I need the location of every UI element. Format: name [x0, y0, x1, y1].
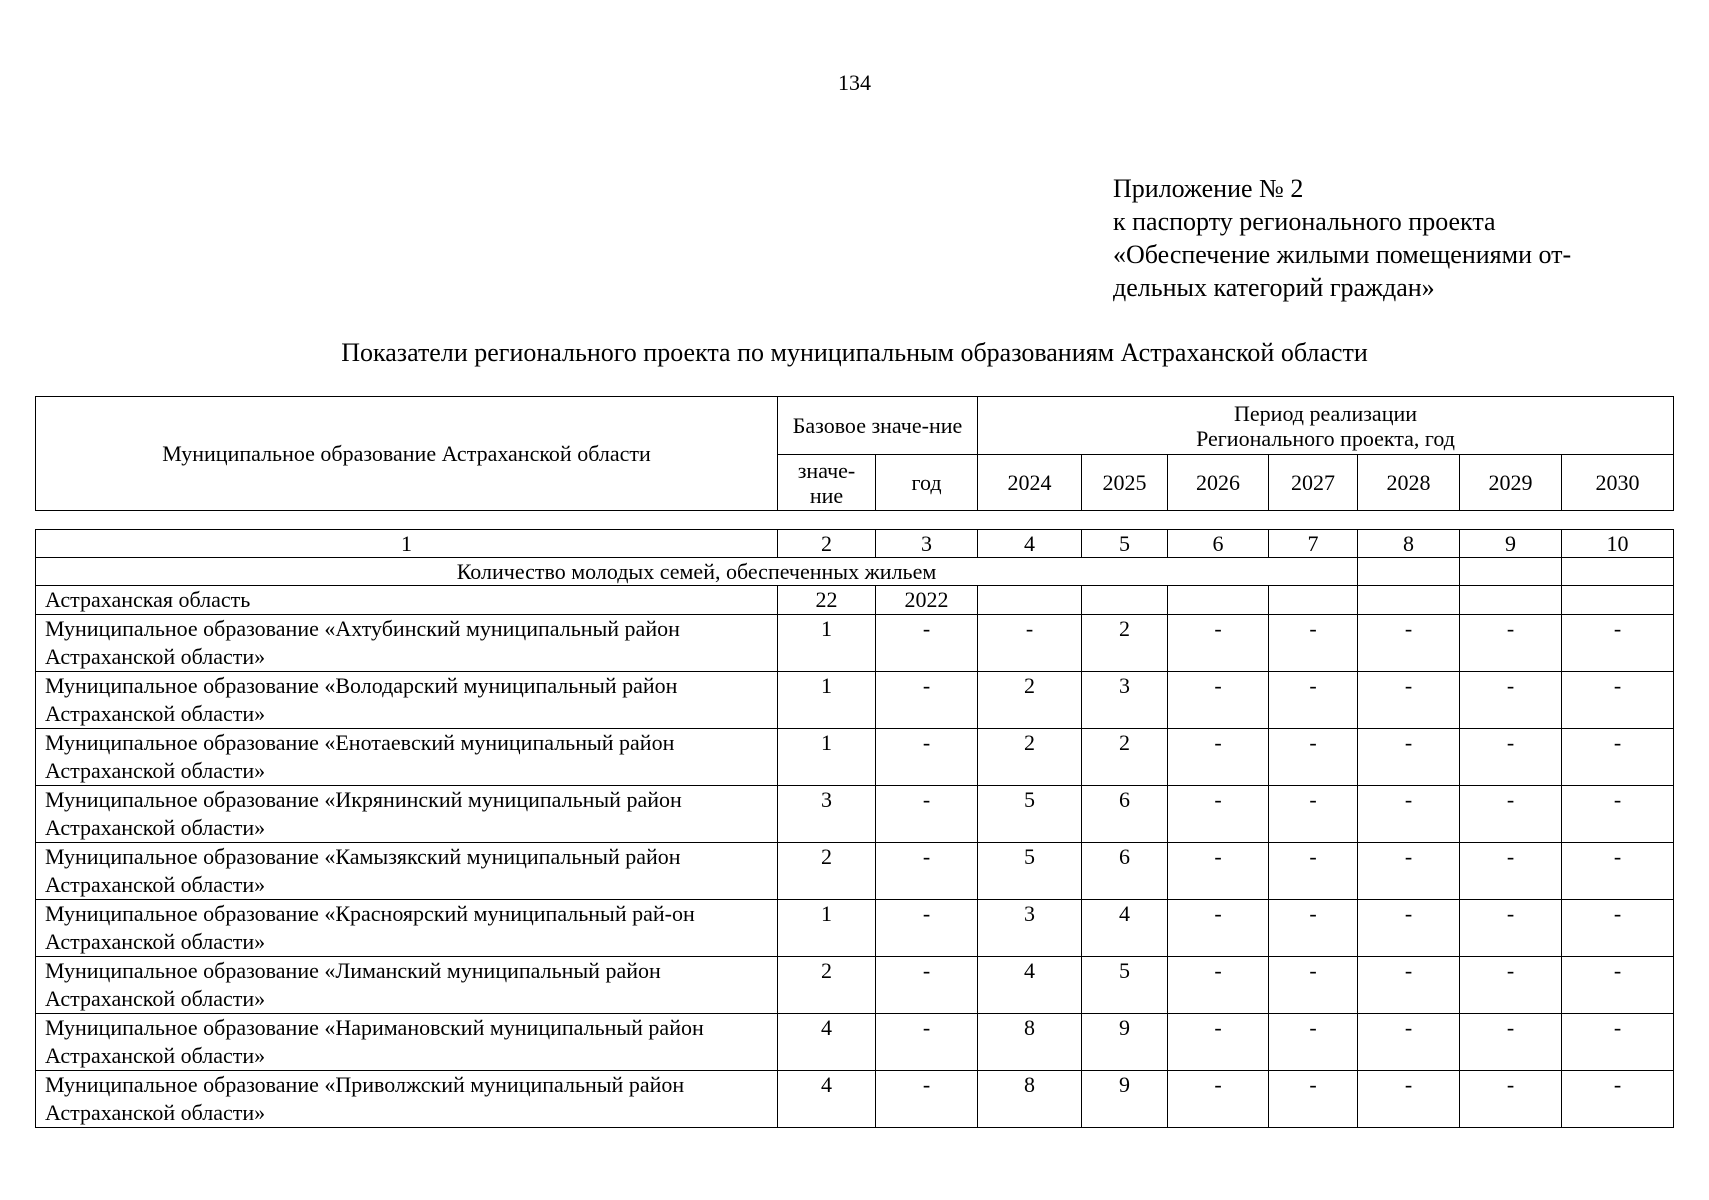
table-cell: -	[1269, 957, 1358, 1014]
header-year: 2027	[1269, 455, 1358, 511]
table-cell: -	[1168, 672, 1269, 729]
municipality-name: Муниципальное образование «Енотаевский муниципальный район Астраханской области»	[36, 729, 778, 786]
table-cell: -	[1562, 615, 1674, 672]
table-row	[36, 900, 1674, 957]
table-row	[36, 786, 1674, 843]
table-cell: -	[876, 1014, 978, 1071]
column-number: 7	[1269, 530, 1358, 558]
table-cell: -	[876, 1071, 978, 1128]
table-cell: 2	[778, 957, 876, 1014]
table-cell: -	[1168, 729, 1269, 786]
municipality-name: Муниципальное образование «Икрянинский муниципальный район Астраханской области»	[36, 786, 778, 843]
table-cell	[1562, 558, 1674, 586]
table-header	[35, 396, 1674, 511]
municipality-name: Муниципальное образование «Наримановский муниципальный район Астраханской области»	[36, 1014, 778, 1071]
appendix-line: «Обеспечение жилыми помещениями от-	[1113, 240, 1572, 269]
table-cell: 3	[978, 900, 1082, 957]
table-cell: -	[876, 786, 978, 843]
table-cell: 1	[778, 672, 876, 729]
table-cell: -	[1562, 729, 1674, 786]
table-cell: -	[1269, 1014, 1358, 1071]
table-cell: 2	[778, 843, 876, 900]
table-row	[36, 1014, 1674, 1071]
table-cell: 2	[978, 729, 1082, 786]
table-cell: -	[1168, 1014, 1269, 1071]
table-cell: 6	[1082, 843, 1168, 900]
table-row	[36, 672, 1674, 729]
table-cell: -	[1269, 729, 1358, 786]
table-cell: -	[1358, 615, 1460, 672]
document-title: Показатели регионального проекта по муниципальным образованиям Астраханской области	[341, 338, 1368, 367]
table-cell: -	[1562, 1071, 1674, 1128]
table-cell: 5	[978, 843, 1082, 900]
header-year: 2025	[1082, 455, 1168, 511]
table-cell: -	[1358, 672, 1460, 729]
header-year: 2024	[978, 455, 1082, 511]
municipality-name: Муниципальное образование «Ахтубинский муниципальный район Астраханской области»	[36, 615, 778, 672]
table-row	[36, 729, 1674, 786]
table-body	[36, 530, 1674, 1128]
table-cell: 8	[978, 1014, 1082, 1071]
table-cell: -	[1269, 900, 1358, 957]
table-cell: -	[1358, 1071, 1460, 1128]
table-cell: -	[1358, 957, 1460, 1014]
appendix-line: к паспорту регионального проекта	[1113, 207, 1496, 236]
table-row	[36, 843, 1674, 900]
page-number: 134	[838, 70, 871, 95]
table-cell	[1358, 558, 1460, 586]
header-period-group	[978, 397, 1674, 455]
table-cell: 2	[978, 672, 1082, 729]
appendix-line: Приложение № 2	[1113, 174, 1304, 203]
table-cell: 4	[978, 957, 1082, 1014]
header-period-line: Регионального проекта, год	[1196, 425, 1455, 451]
column-number: 6	[1168, 530, 1269, 558]
column-number: 8	[1358, 530, 1460, 558]
table-cell: -	[1168, 786, 1269, 843]
header-base-year: год	[876, 455, 978, 511]
table-cell: 2	[1082, 729, 1168, 786]
table-cell: -	[1168, 900, 1269, 957]
table-cell: -	[1358, 843, 1460, 900]
table-cell: -	[1460, 672, 1562, 729]
table-cell: 4	[1082, 900, 1168, 957]
table-cell: -	[1562, 843, 1674, 900]
region-name: Астраханская область	[36, 586, 778, 615]
table-cell	[978, 586, 1082, 615]
table-cell: 6	[1082, 786, 1168, 843]
table-row	[36, 1071, 1674, 1128]
column-number: 1	[36, 530, 778, 558]
table-cell	[1460, 586, 1562, 615]
table-cell: -	[1460, 900, 1562, 957]
table-cell: -	[876, 615, 978, 672]
table-cell: 3	[1082, 672, 1168, 729]
municipality-name: Муниципальное образование «Лиманский муниципальный район Астраханской области»	[36, 957, 778, 1014]
table-cell: 9	[1082, 1014, 1168, 1071]
table-cell: -	[876, 900, 978, 957]
table-cell	[1082, 586, 1168, 615]
table-cell: -	[1358, 1014, 1460, 1071]
column-number: 10	[1562, 530, 1674, 558]
column-number-row	[36, 530, 1674, 558]
table-cell: -	[1168, 1071, 1269, 1128]
table-cell: -	[1460, 615, 1562, 672]
table-cell	[1562, 586, 1674, 615]
table-cell: -	[1562, 786, 1674, 843]
table-cell: 8	[978, 1071, 1082, 1128]
region-row	[36, 586, 1674, 615]
table-cell: -	[1562, 900, 1674, 957]
header-year: 2026	[1168, 455, 1269, 511]
municipality-name: Муниципальное образование «Володарский муниципальный район Астраханской области»	[36, 672, 778, 729]
table-cell: -	[876, 957, 978, 1014]
table-cell: -	[1168, 957, 1269, 1014]
table-cell	[1168, 586, 1269, 615]
indicators-table	[35, 529, 1674, 1128]
header-year: 2030	[1562, 455, 1674, 511]
table-cell: 22	[778, 586, 876, 615]
header-base-value-group: Базовое значе-ние	[778, 397, 978, 455]
table-row	[36, 615, 1674, 672]
table-cell: 3	[778, 786, 876, 843]
table-cell: 1	[778, 900, 876, 957]
table-cell: -	[1460, 843, 1562, 900]
table-cell: -	[876, 729, 978, 786]
table-cell: -	[1358, 786, 1460, 843]
column-number: 2	[778, 530, 876, 558]
table-cell: 2022	[876, 586, 978, 615]
table-cell: 5	[978, 786, 1082, 843]
table-cell: -	[1269, 615, 1358, 672]
header-period-line: Период реализации	[1234, 400, 1418, 426]
table-cell: -	[1168, 615, 1269, 672]
table-cell: -	[1269, 1071, 1358, 1128]
table-cell: -	[1562, 1014, 1674, 1071]
table-cell: 4	[778, 1014, 876, 1071]
column-number: 5	[1082, 530, 1168, 558]
table-cell: -	[1358, 900, 1460, 957]
municipality-name: Муниципальное образование «Камызякский муниципальный район Астраханской области»	[36, 843, 778, 900]
table-cell: -	[1460, 1071, 1562, 1128]
table-cell: -	[1269, 672, 1358, 729]
municipality-name: Муниципальное образование «Красноярский муниципальный рай-он Астраханской области»	[36, 900, 778, 957]
column-number: 9	[1460, 530, 1562, 558]
table-cell: -	[1358, 729, 1460, 786]
column-number: 3	[876, 530, 978, 558]
header-year: 2028	[1358, 455, 1460, 511]
header-year: 2029	[1460, 455, 1562, 511]
table-cell: -	[876, 672, 978, 729]
column-number: 4	[978, 530, 1082, 558]
table-cell: 5	[1082, 957, 1168, 1014]
table-cell: -	[1269, 843, 1358, 900]
table-cell: 1	[778, 615, 876, 672]
header-municipality: Муниципальное образование Астраханской области	[36, 397, 778, 511]
table-cell: -	[1460, 1014, 1562, 1071]
table-cell: -	[1168, 843, 1269, 900]
table-cell	[1460, 558, 1562, 586]
municipality-name: Муниципальное образование «Приволжский муниципальный район Астраханской области»	[36, 1071, 778, 1128]
section-row	[36, 558, 1674, 586]
table-cell: -	[1562, 672, 1674, 729]
table-cell: 2	[1082, 615, 1168, 672]
section-title: Количество молодых семей, обеспеченных жильем	[36, 558, 1358, 586]
table-cell: -	[1460, 729, 1562, 786]
table-cell: -	[1269, 786, 1358, 843]
table-cell: 9	[1082, 1071, 1168, 1128]
table-cell	[1269, 586, 1358, 615]
table-cell: -	[876, 843, 978, 900]
table-row	[36, 957, 1674, 1014]
table-cell: -	[1460, 786, 1562, 843]
table-cell: -	[1460, 957, 1562, 1014]
table-cell: -	[1562, 957, 1674, 1014]
appendix-line: дельных категорий граждан»	[1113, 273, 1435, 302]
table-cell: 1	[778, 729, 876, 786]
header-base-value: значе-ние	[778, 455, 876, 511]
appendix-note	[1113, 172, 1633, 304]
table-cell	[1358, 586, 1460, 615]
table-cell: 4	[778, 1071, 876, 1128]
table-cell: -	[978, 615, 1082, 672]
